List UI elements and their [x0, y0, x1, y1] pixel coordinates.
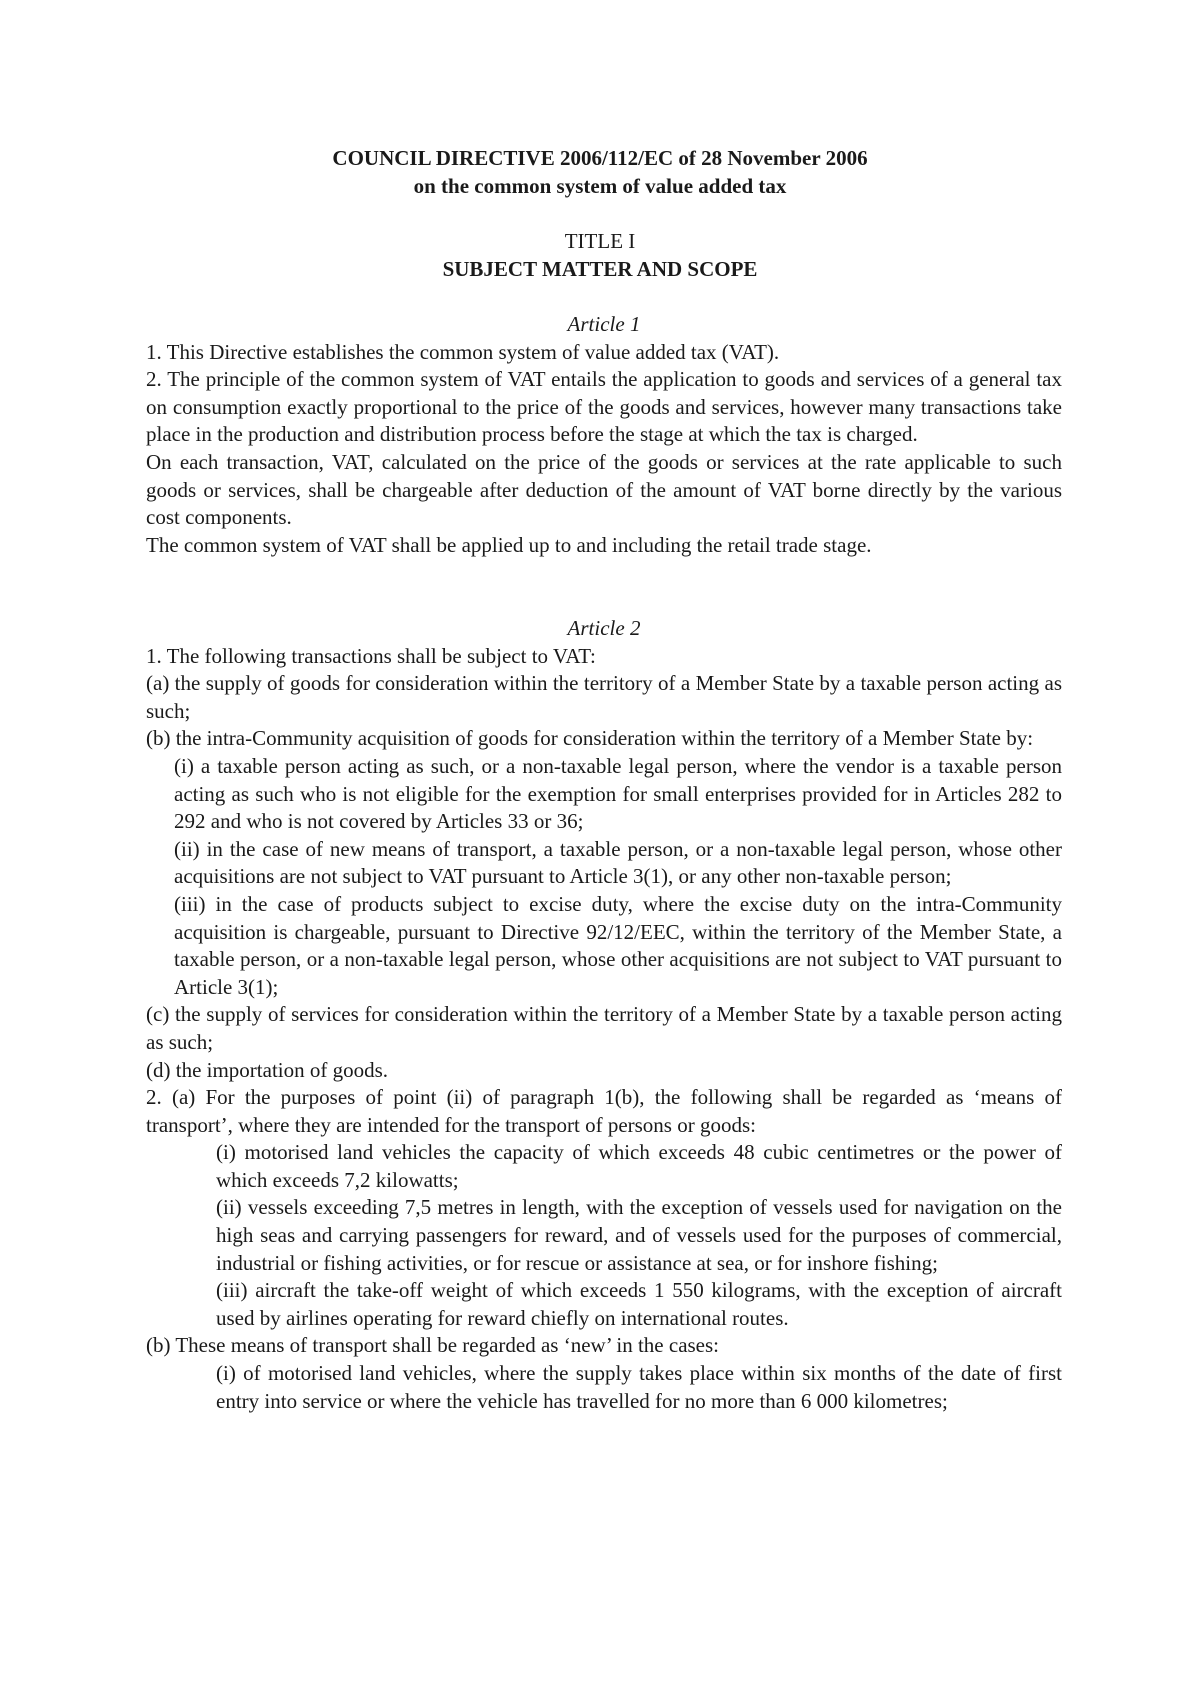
article-2-point-a: (a) the supply of goods for consideration within the territory of a Member State by a taxable person acting as such; [146, 671, 1062, 723]
article-2 [146, 615, 1062, 1415]
article-2-paragraph-2a-ii: (ii) vessels exceeding 7,5 metres in length, with the exception of vessels used for navigation on the high seas and carrying passengers for reward, and of vessels used for the purposes of commercial, industrial or fishing activities, or for rescue or assistance at sea, or for inshore fishing; [216, 1195, 1062, 1275]
article-1-paragraph-2: 2. The principle of the common system of VAT entails the application to goods and services of a general tax on consumption exactly proportional to the price of the goods and services, however many transactions take place in the production and distribution process before the stage at which the tax is charged. [146, 367, 1062, 447]
article-1-paragraph-3: On each transaction, VAT, calculated on the price of the goods or services at the rate applicable to such goods or services, shall be chargeable after deduction of the amount of VAT borne directly by the various cost components. [146, 449, 1062, 530]
article-2-point-c: (c) the supply of services for consideration within the territory of a Member State by a taxable person acting as such; [146, 1002, 1062, 1054]
article-2-point-b: (b) the intra-Community acquisition of goods for consideration within the territory of a Member State by: [146, 726, 1034, 751]
article-2-point-b-iii: (iii) in the case of products subject to excise duty, where the excise duty on the intra-Community acquisition is chargeable, pursuant to Directive 92/12/EEC, within the territory of the Member State, a taxable person, or a non-taxable legal person, whose other acquisitions are not subject to VAT pursuant to Article 3(1); [174, 891, 1062, 999]
article-2-paragraph-2a: 2. (a) For the purposes of point (ii) of paragraph 1(b), the following shall be regarded as ‘means of transport’, where they are intended for the transport of persons or goods: [146, 1085, 1062, 1137]
article-2-paragraph-2b: (b) These means of transport shall be regarded as ‘new’ in the cases: [146, 1333, 720, 1358]
article-2-paragraph-2b-i: (i) of motorised land vehicles, where the supply takes place within six months of the date of first entry into service or where the vehicle has travelled for no more than 6 000 kilometres; [216, 1361, 1062, 1413]
article-2-heading: Article 2 [567, 616, 641, 640]
article-2-point-b-ii: (ii) in the case of new means of transport, a taxable person, or a non-taxable legal person, whose other acquisitions are not subject to VAT pursuant to Article 3(1), or any other non-taxable person; [174, 836, 1062, 889]
article-2-point-b-i: (i) a taxable person acting as such, or a non-taxable legal person, where the vendor is a taxable person acting as such who is not eligible for the exemption for small enterprises provided for in Articles 282 to 292 and who is not covered by Articles 33 or 36; [174, 753, 1062, 834]
document-subtitle: on the common system of value added tax [413, 174, 787, 198]
article-2-point-d: (d) the importation of goods. [146, 1057, 389, 1082]
article-1-paragraph-4: The common system of VAT shall be applied up to and including the retail trade stage. [146, 532, 872, 557]
title-name: SUBJECT MATTER AND SCOPE [442, 257, 758, 281]
article-1 [146, 311, 1062, 559]
article-2-paragraph-1: 1. The following transactions shall be subject to VAT: [146, 643, 596, 668]
article-2-paragraph-2a-iii: (iii) aircraft the take-off weight of which exceeds 1 550 kilograms, with the exception of aircraft used by airlines operating for reward chiefly on international routes. [216, 1278, 1062, 1330]
article-2-paragraph-2a-i: (i) motorised land vehicles the capacity of which exceeds 48 cubic centimetres or the power of which exceeds 7,2 kilowatts; [216, 1140, 1062, 1192]
article-1-heading: Article 1 [567, 312, 641, 336]
document-title: COUNCIL DIRECTIVE 2006/112/EC of 28 November 2006 [332, 146, 868, 170]
title-number: TITLE I [564, 229, 636, 253]
article-1-paragraph-1: 1. This Directive establishes the common system of value added tax (VAT). [146, 339, 780, 364]
